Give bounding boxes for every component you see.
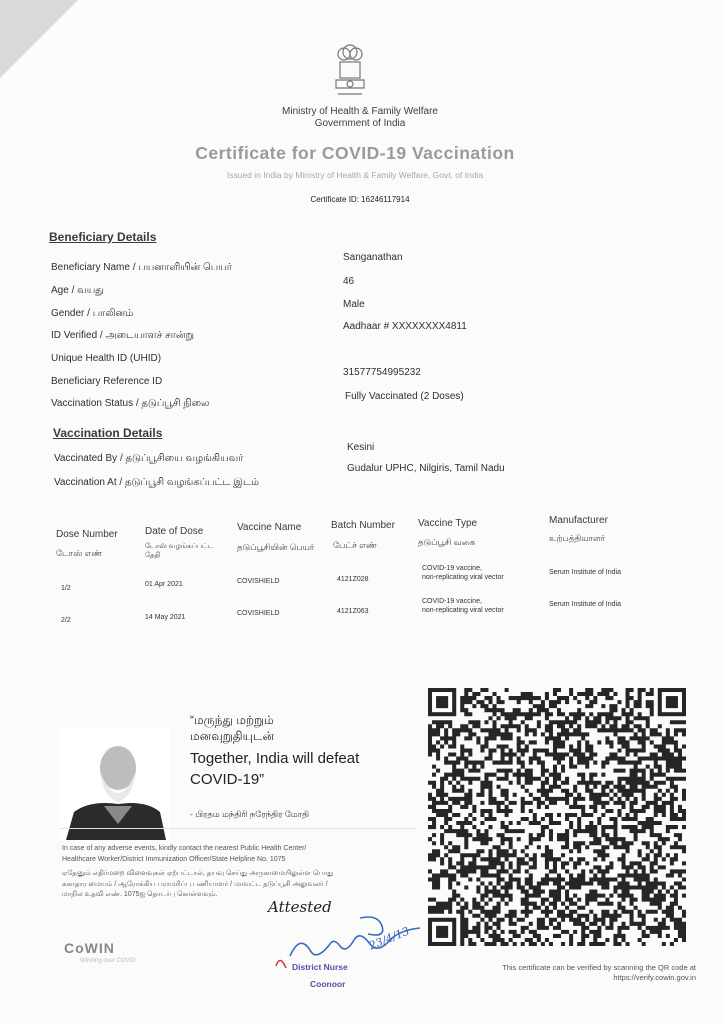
certificate-title: Certificate for COVID-19 Vaccination — [195, 143, 515, 163]
quote-tamil-line1: “மருந்து மற்றும் — [190, 713, 274, 727]
header-manufacturer-ta: உற்பத்தியாளர் — [549, 533, 606, 543]
header-date-of-dose: Date of Dose — [145, 526, 204, 537]
vaccination-at-label: Vaccination At / தடுப்பூசி வழங்கப்பட்ட இடம் — [54, 477, 259, 488]
manufacturer-cell: Serum Institute of India — [549, 601, 621, 608]
certificate-id-value: 16246117914 — [361, 195, 410, 204]
header-dose-number-ta: டோஸ் எண் — [56, 548, 103, 558]
reference-id-label: Beneficiary Reference ID — [51, 376, 163, 387]
header-vaccine-name: Vaccine Name — [237, 522, 302, 533]
adverse-ta-line2: சுகாதார மையம் / ஆரோக்கிய பராமரிப்பு பணியாளர் / மாவட்ட தடுப்பூசி அலுவலர் / — [62, 880, 328, 888]
issued-by-line: Issued in India by Ministry of Health & Family Welfare, Govt. of India — [226, 170, 484, 180]
verify-note — [440, 963, 696, 983]
government-name: Government of India — [314, 118, 406, 129]
ministry-name: Ministry of Health & Family Welfare — [282, 106, 438, 117]
vaccine-type-line2: non-replicating viral vector — [422, 574, 504, 581]
header-dose-number: Dose Number — [56, 529, 118, 540]
vaccine-type-line2: non-replicating viral vector — [422, 607, 504, 614]
age-value: 46 — [343, 276, 355, 287]
uhid-label: Unique Health ID (UHID) — [51, 353, 162, 364]
header-vaccine-type: Vaccine Type — [418, 518, 478, 529]
vaccination-section-title: Vaccination Details — [53, 426, 163, 440]
reference-id-value: 31577754995232 — [343, 367, 421, 378]
verify-line1: This certificate can be verified by scanning the QR code at — [502, 963, 696, 972]
signature-scribble — [270, 910, 440, 970]
quote-tamil-line2: மனவுறுதியுடன் — [190, 729, 275, 743]
quote-english-line1: Together, India will defeat — [190, 750, 360, 767]
batch-cell: 4121Z063 — [337, 608, 369, 615]
quote-attribution: - பிரதம மந்திரி நரேந்திர மோதி — [190, 809, 310, 819]
id-verified-value: Aadhaar # XXXXXXXX4811 — [343, 321, 467, 332]
beneficiary-name-label: Beneficiary Name / பயனாளியின் பெயர் — [51, 262, 233, 273]
vaccination-status-value: Fully Vaccinated (2 Doses) — [345, 391, 464, 402]
date-cell: 14 May 2021 — [145, 614, 186, 621]
dose-cell: 2/2 — [61, 617, 71, 624]
portrait-image — [60, 728, 170, 840]
certificate-id-label: Certificate ID: — [310, 195, 359, 204]
batch-cell: 4121Z028 — [337, 576, 369, 583]
adverse-events-notice — [62, 844, 414, 901]
date-cell: 01 Apr 2021 — [145, 581, 183, 588]
cowin-logo: CoWIN — [64, 940, 115, 956]
adverse-ta-line3: மாநில உதவி எண். 1075ஐ தொடர்பு கொள்ளவும். — [62, 891, 218, 898]
folded-corner — [0, 0, 78, 78]
header-vaccine-type-ta: தடுப்பூசி வகை — [418, 537, 476, 547]
signature-date: 23/4/13 — [367, 924, 412, 953]
vaccinated-by-label: Vaccinated By / தடுப்பூசியை வழங்கியவர் — [54, 453, 244, 464]
header-batch-number-ta: பேட்ச் எண் — [333, 540, 377, 550]
adverse-en-line2: Healthcare Worker/District Immunization Officer/State Helpline No. 1075 — [62, 855, 286, 863]
header-vaccine-name-ta: தடுப்பூசியின் பெயர் — [237, 542, 315, 552]
gender-value: Male — [343, 299, 365, 310]
qr-code[interactable] — [428, 688, 686, 946]
divider — [60, 828, 416, 829]
quote-tamil — [190, 712, 274, 744]
cowin-tagline: Winning over COVID — [80, 958, 136, 964]
header-date-of-dose-ta: டோஸ் வழங்கப்பட்ட தேதி — [145, 543, 214, 559]
id-verified-label: ID Verified / அடையாளச் சான்று — [51, 330, 194, 341]
beneficiary-name-value: Sanganathan — [343, 252, 403, 263]
stamp-designation: District Nurse — [292, 962, 348, 972]
adverse-en-line1: In case of any adverse events, kindly contact the nearest Public Health Center/ — [62, 845, 307, 852]
certificate-id — [270, 195, 450, 204]
attested-handwriting: Attested — [268, 898, 332, 916]
header-manufacturer: Manufacturer — [549, 515, 608, 526]
quote-english-line2: COVID-19” — [190, 771, 265, 788]
vaccination-at-value: Gudalur UPHC, Nilgiris, Tamil Nadu — [347, 463, 505, 474]
adverse-ta-line1: ஏதேனும் எதிர்மறை விளைவுகள் ஏற்பட்டால், தயவு செய்து அருகாமையிலுள்ள பொது — [62, 870, 334, 877]
vaccine-type-line1: COVID-19 vaccine, — [422, 598, 482, 605]
stamp-location: Coonoor — [310, 979, 346, 989]
vaccine-type-line1: COVID-19 vaccine, — [422, 565, 482, 572]
vaccine-name-cell: COVISHIELD — [237, 578, 280, 585]
ministry-header — [200, 106, 520, 130]
verify-url[interactable]: https://verify.cowin.gov.in — [613, 973, 696, 982]
beneficiary-section-title: Beneficiary Details — [49, 230, 157, 244]
national-emblem-icon — [330, 42, 370, 104]
quote-english — [190, 748, 359, 790]
dose-cell: 1/2 — [61, 585, 71, 592]
gender-label: Gender / பாலினம் — [51, 308, 134, 319]
vaccine-name-cell: COVISHIELD — [237, 610, 280, 617]
vaccinated-by-value: Kesini — [347, 442, 375, 453]
manufacturer-cell: Serum Institute of India — [549, 569, 621, 576]
vaccination-status-label: Vaccination Status / தடுப்பூசி நிலை — [51, 398, 210, 409]
header-batch-number: Batch Number — [331, 520, 395, 531]
age-label: Age / வயது — [51, 285, 104, 296]
